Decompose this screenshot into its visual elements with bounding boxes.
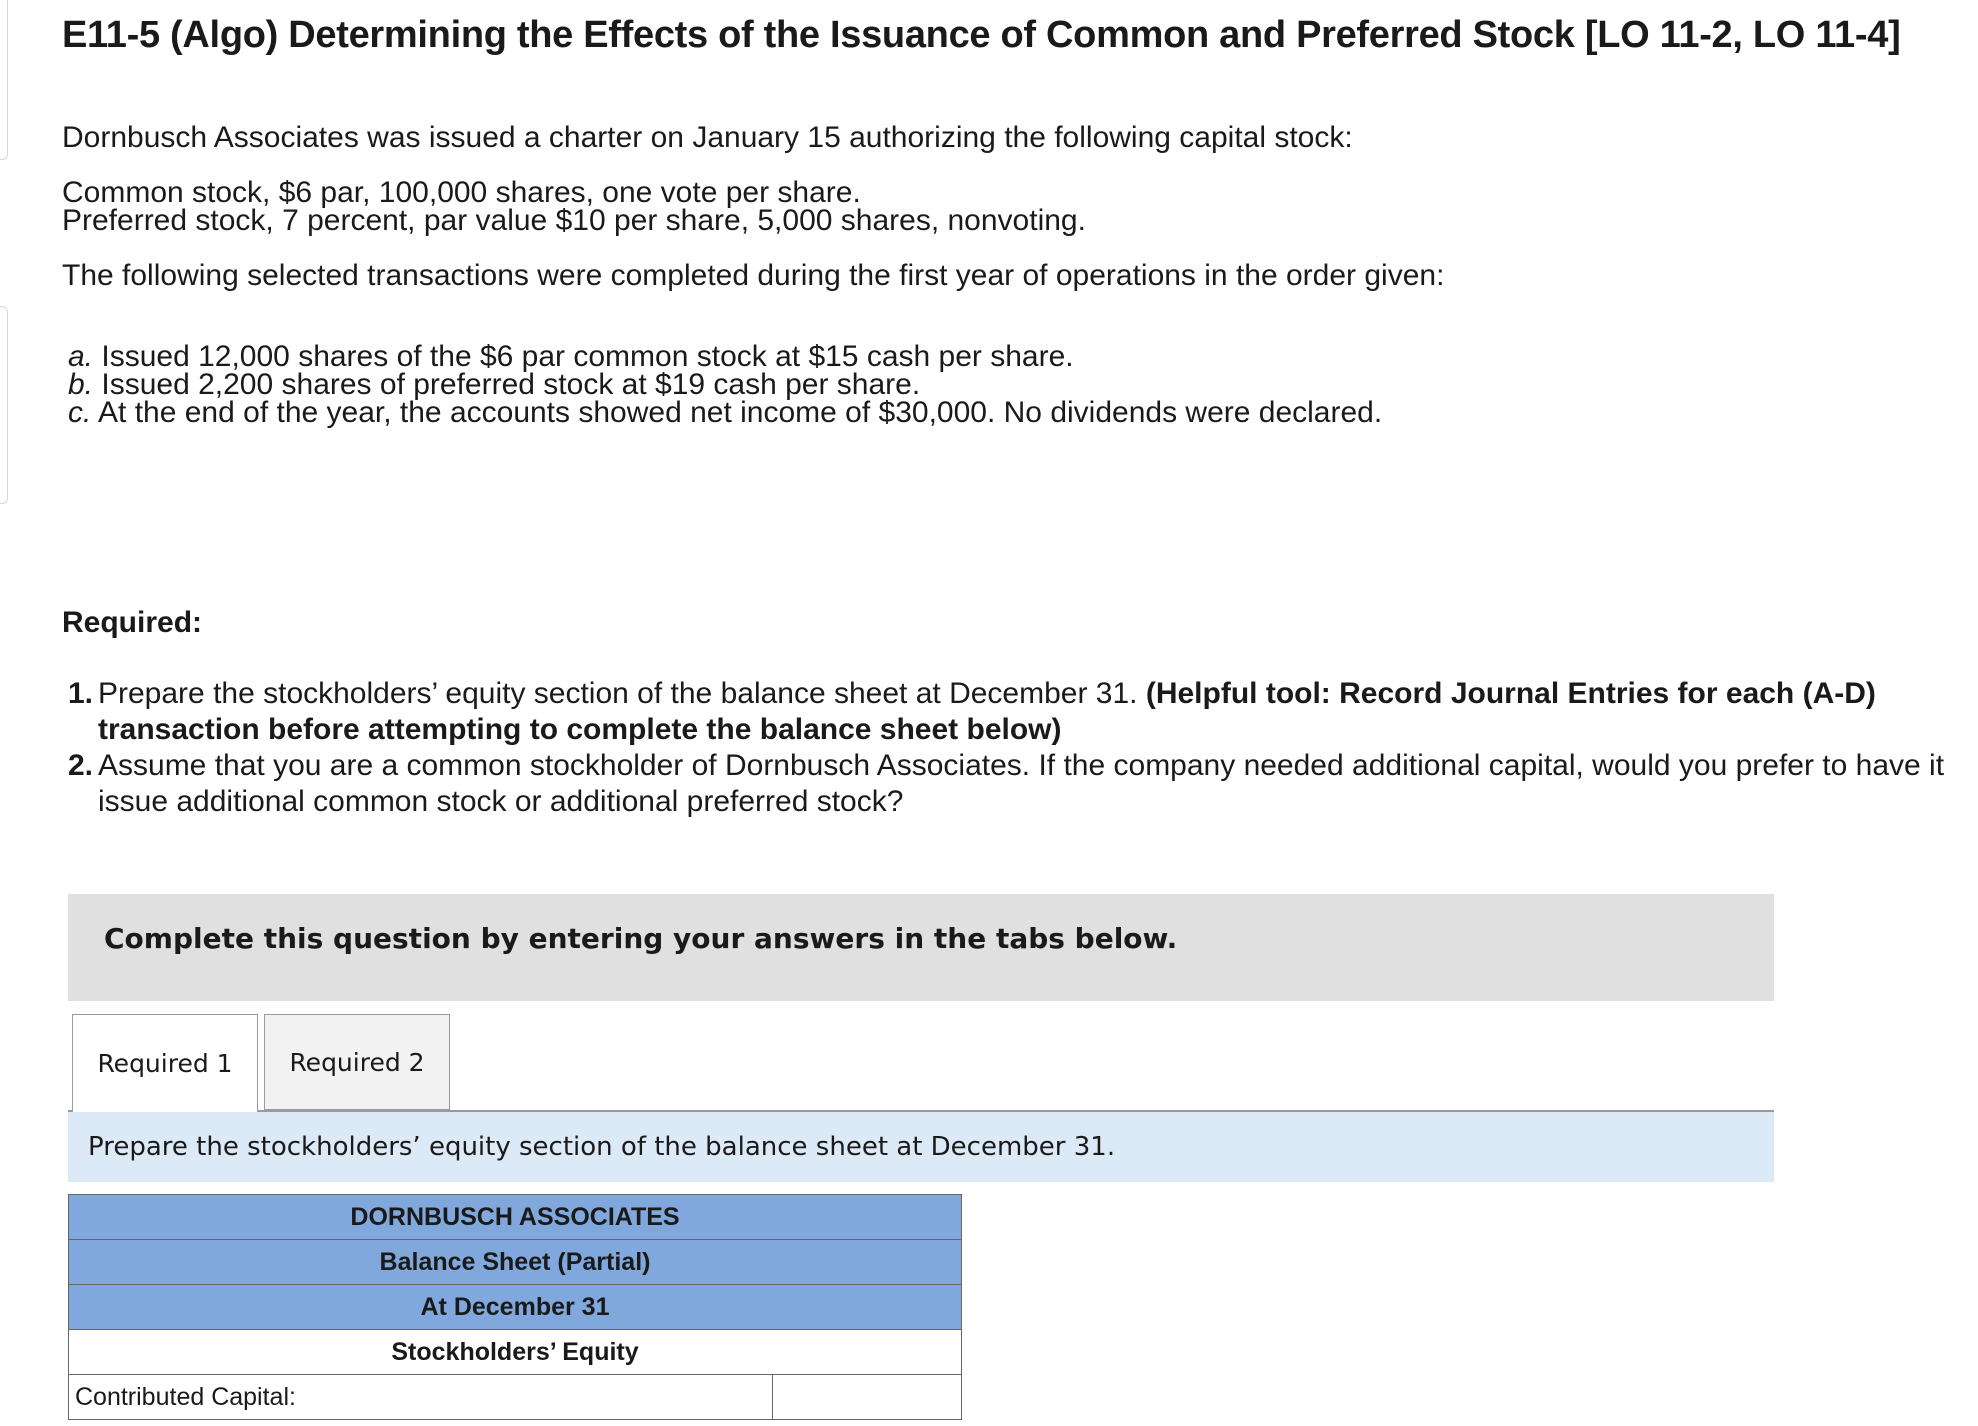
instruction-text: Complete this question by entering your answers in the tabs below.: [104, 922, 1178, 955]
page-title: E11-5 (Algo) Determining the Effects of the Issuance of Common and Preferred Stock [LO 11-2, LO 11-4]: [62, 14, 1901, 56]
transaction-letter: a.: [68, 340, 94, 373]
table-row: [69, 1375, 962, 1420]
tab-required-2[interactable]: Required 2: [264, 1014, 450, 1110]
instruction-banner: [68, 894, 1774, 1001]
requirement-item: [68, 748, 1978, 820]
requirement-number: 2.: [68, 749, 94, 782]
left-edge-panel: [0, 306, 8, 504]
row-label: Contributed Capital:: [69, 1375, 773, 1420]
transactions-intro: The following selected transactions were completed during the first year of operations in the order given:: [62, 259, 1445, 292]
company-name: DORNBUSCH ASSOCIATES: [69, 1195, 962, 1240]
stock-line: Common stock, $6 par, 100,000 shares, one vote per share.: [62, 176, 861, 209]
intro-text: Dornbusch Associates was issued a charter on January 15 authorizing the following capital stock:: [62, 121, 1353, 154]
prompt-bar: [68, 1112, 1774, 1182]
balance-sheet-table: [68, 1194, 962, 1420]
transaction-text: Issued 2,200 shares of preferred stock at $19 cash per share.: [101, 368, 921, 401]
tab-required-1[interactable]: Required 1: [72, 1014, 258, 1112]
requirement-number: 1.: [68, 677, 94, 710]
amount-input[interactable]: [773, 1375, 961, 1419]
statement-name: Balance Sheet (Partial): [69, 1240, 962, 1285]
requirements-list: [68, 676, 1978, 820]
transaction-text: At the end of the year, the accounts showed net income of $30,000. No dividends were declared.: [98, 396, 1383, 429]
transaction-letter: c.: [68, 396, 92, 429]
amount-cell[interactable]: [773, 1375, 962, 1420]
transaction-text: Issued 12,000 shares of the $6 par common stock at $15 cash per share.: [101, 340, 1074, 373]
transaction-letter: b.: [68, 368, 94, 401]
requirement-item: [68, 676, 1978, 748]
statement-date: At December 31: [69, 1285, 962, 1330]
required-heading: Required:: [62, 606, 203, 639]
left-edge-panel: [0, 0, 8, 160]
transaction-item: [68, 395, 1382, 431]
requirement-hint: (Helpful tool: Record Journal Entries for each (A-D) transaction before attempting to complete the balance sheet below): [98, 677, 1876, 746]
prompt-text: Prepare the stockholders’ equity section of the balance sheet at December 31.: [88, 1132, 1116, 1162]
stock-line: Preferred stock, 7 percent, par value $10 per share, 5,000 shares, nonvoting.: [62, 204, 1086, 237]
requirement-text: Prepare the stockholders’ equity section of the balance sheet at December 31.: [98, 677, 1146, 710]
section-heading: Stockholders’ Equity: [69, 1330, 962, 1375]
requirement-text: Assume that you are a common stockholder of Dornbusch Associates. If the company needed additional capital, would you prefer to have it issue additional common stock or additional preferred stock?: [98, 749, 1945, 818]
